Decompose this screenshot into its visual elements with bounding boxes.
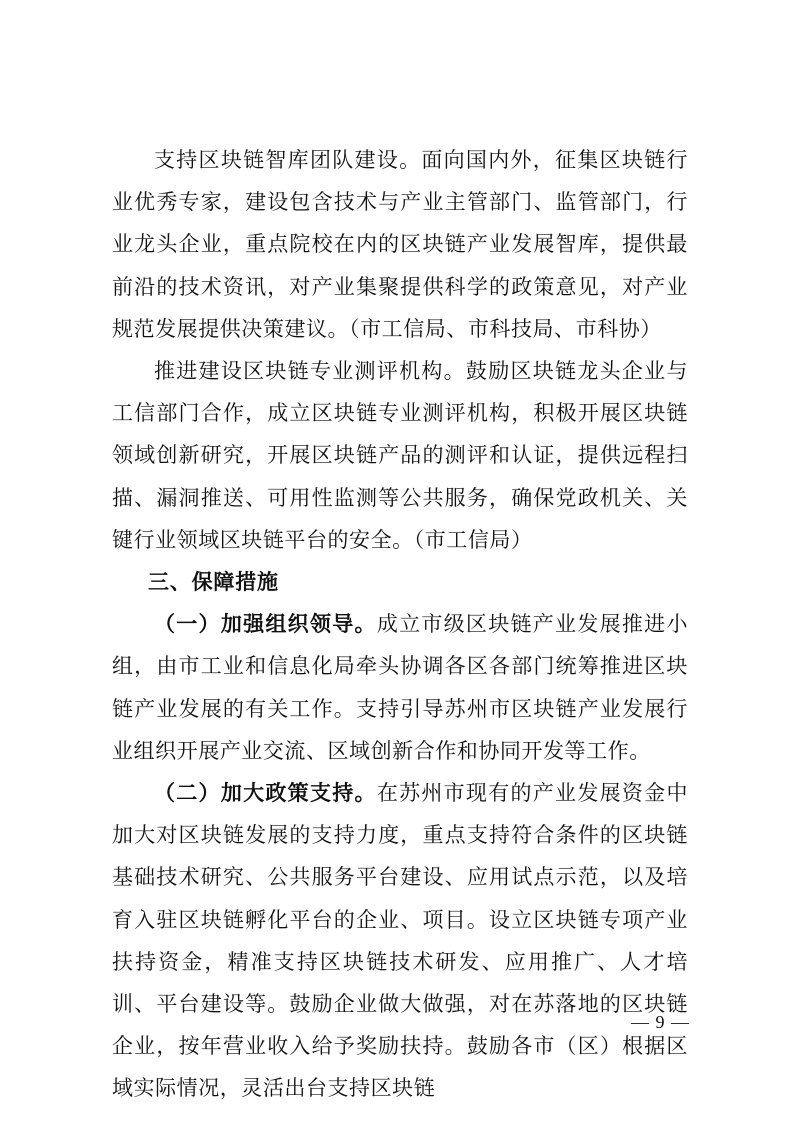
measure-lead: （二）加大政策支持。 bbox=[154, 780, 377, 806]
measure-policy-support bbox=[112, 772, 688, 1110]
section-heading: 三、保障措施 bbox=[148, 570, 279, 595]
document-body bbox=[112, 139, 688, 1110]
measure-text: 成立市级区块链产业发展推进小组，由市工业和信息化局牵头协调各区各部门统筹推进区块链产业发展的有关工作。支持引导苏州市区块链产业发展行业组织开展产业交流、区域创新合作和协同开发等工作。 bbox=[112, 612, 689, 763]
paragraph-testing-agency: 推进建设区块链专业测评机构。鼓励区块链龙头企业与工信部门合作，成立区块链专业测评机构，积极开展区块链领域创新研究，开展区块链产品的测评和认证，提供远程扫描、漏洞推送、可用性监测等公共服务，确保党政机关、关键行业领域区块链平台的安全。（市工信局） bbox=[112, 359, 688, 552]
measure-text: 在苏州市现有的产业发展资金中加大对区块链发展的支持力度，重点支持符合条件的区块链基础技术研究、公共服务平台建设、应用试点示范，以及培育入驻区块链孵化平台的企业、项目。设立区块链专项产业扶持资金，精准支持区块链技术研发、应用推广、人才培训、平台建设等。鼓励企业做大做强，对在苏落地的区块链企业，按年营业收入给予奖励扶持。鼓励各市（区）根据区域实际情况，灵活出台支持区块链 bbox=[112, 781, 689, 1101]
measure-organization-leadership bbox=[112, 603, 688, 772]
page-number: — 9 — bbox=[631, 1012, 690, 1032]
paragraph-think-tank: 支持区块链智库团队建设。面向国内外，征集区块链行业优秀专家，建设包含技术与产业主管部门、监管部门，行业龙头企业，重点院校在内的区块链产业发展智库，提供最前沿的技术资讯，对产业集聚提供科学的政策意见，对产业规范发展提供决策建议。（市工信局、市科技局、市科协） bbox=[112, 148, 688, 341]
measure-lead: （一）加强组织领导。 bbox=[154, 611, 377, 637]
